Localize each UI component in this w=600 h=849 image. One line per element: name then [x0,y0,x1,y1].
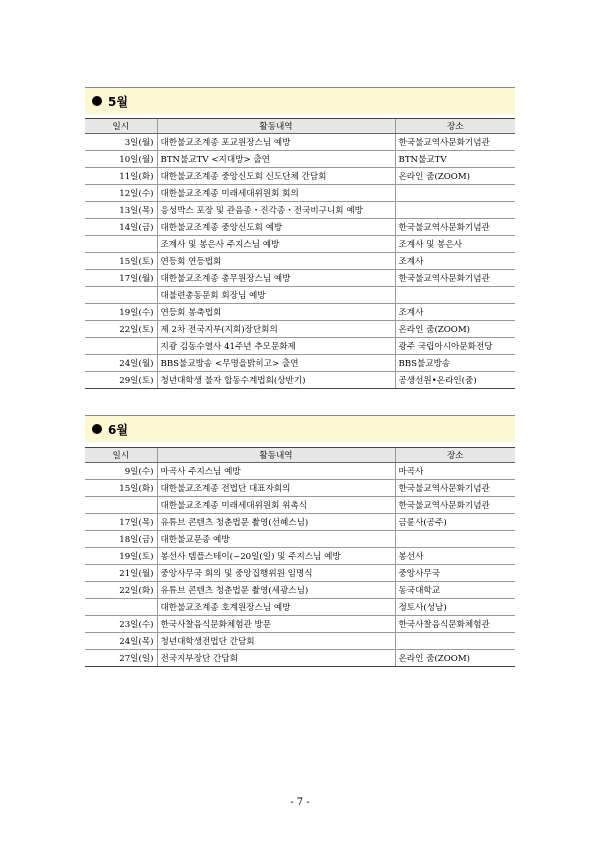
table-row [85,531,515,548]
table-row [85,219,515,236]
row-activity: 응성박스 포장 및 관음종・진각종・전국비구니회 예방 [157,202,395,219]
row-place: BTN불교TV [395,151,515,168]
page-number: - 7 - [290,797,310,808]
row-place: 광주 국립아시아문화전당 [395,338,515,355]
row-place [395,202,515,219]
june-title: 6월 [108,422,128,437]
table-row [85,134,515,151]
row-activity: 중앙사무국 회의 및 중앙집행위원 임명식 [157,565,395,582]
row-date: 22일(토) [85,321,157,338]
row-activity: 청년대학생 불자 합동수계법회(상반기) [157,372,395,389]
row-place: 조계사 [395,253,515,270]
table-row [85,202,515,219]
row-place: 금륜사(공주) [395,514,515,531]
may-schedule-table [85,118,515,389]
row-date [85,338,157,355]
row-date: 12일(수) [85,185,157,202]
june-schedule-table [85,447,515,667]
table-row [85,616,515,633]
row-activity: BBS불교방송 <무명을밝히고> 출연 [157,355,395,372]
table-header-row [85,119,515,134]
table-row [85,151,515,168]
row-activity: 대한불교조계종 중앙신도회 신도단체 간담회 [157,168,395,185]
row-activity: 연등회 봉축법회 [157,304,395,321]
row-activity: 마곡사 주지스님 예방 [157,463,395,480]
table-row [85,633,515,650]
row-date: 23일(수) [85,616,157,633]
row-activity: 대한불교조계종 총무원장스님 예방 [157,270,395,287]
row-date [85,287,157,304]
row-activity: 대불련총동문회 회장님 예방 [157,287,395,304]
header-activity: 활동내역 [157,448,395,463]
table-row [85,372,515,389]
row-date: 14일(금) [85,219,157,236]
row-activity: 연등회 연등법회 [157,253,395,270]
row-date: 17일(목) [85,514,157,531]
row-place: 조계사 [395,304,515,321]
row-place [395,287,515,304]
row-place: 온라인 줌(ZOOM) [395,321,515,338]
row-activity: 조계사 및 봉은사 주지스님 예방 [157,236,395,253]
row-date: 19일(토) [85,548,157,565]
row-date: 19일(수) [85,304,157,321]
row-activity: 대한불교문종 예방 [157,531,395,548]
may-section-header [85,87,515,114]
row-activity: 청년대학생전법단 간담회 [157,633,395,650]
row-place [395,185,515,202]
row-place: 한국불교역사문화기념관 [395,219,515,236]
row-date: 24일(월) [85,355,157,372]
row-place: 조계사 및 봉은사 [395,236,515,253]
row-activity: 대한불교조계종 미래세대위원회 회의 [157,185,395,202]
row-activity: 제 2차 전국지부(지회)장단회의 [157,321,395,338]
row-date: 22일(화) [85,582,157,599]
row-date [85,497,157,514]
header-activity: 활동내역 [157,119,395,134]
table-row [85,287,515,304]
row-place: 한국사찰음식문화체험관 [395,616,515,633]
table-header-row [85,448,515,463]
row-date: 18일(금) [85,531,157,548]
row-place: 동국대학교 [395,582,515,599]
table-row [85,355,515,372]
row-activity: 유튜브 콘텐츠 청춘법문 촬영(선혜스님) [157,514,395,531]
row-place: 한국불교역사문화기념관 [395,134,515,151]
row-place: 공생선원•온라인(줌) [395,372,515,389]
table-row [85,168,515,185]
row-place: 한국불교역사문화기념관 [395,497,515,514]
table-row [85,185,515,202]
row-activity: 봉선사 템플스테이(~20일(일) 및 주지스님 예방 [157,548,395,565]
row-place: BBS불교방송 [395,355,515,372]
row-date: 15일(화) [85,480,157,497]
row-place: 정토사(성남) [395,599,515,616]
row-date: 21일(월) [85,565,157,582]
row-activity: 지광 김동수열사 41주년 추모문화제 [157,338,395,355]
row-date: 3일(월) [85,134,157,151]
row-activity: 대한불교조계종 포교원장스님 예방 [157,134,395,151]
header-place: 장소 [395,119,515,134]
row-activity: 대한불교조계종 중앙신도회 예방 [157,219,395,236]
bullet-icon [92,424,102,434]
table-row [85,582,515,599]
table-row [85,338,515,355]
row-place [395,531,515,548]
row-date: 10일(월) [85,151,157,168]
row-place: 온라인 줌(ZOOM) [395,168,515,185]
row-place: 한국불교역사문화기념관 [395,480,515,497]
row-place: 봉선사 [395,548,515,565]
row-date: 9일(수) [85,463,157,480]
table-row [85,463,515,480]
row-date: 17일(월) [85,270,157,287]
header-date: 일시 [85,448,157,463]
row-activity: 전국지부장단 간담회 [157,650,395,667]
row-place: 온라인 줌(ZOOM) [395,650,515,667]
table-row [85,650,515,667]
row-activity: BTN불교TV <지대방> 출연 [157,151,395,168]
table-row [85,321,515,338]
bullet-icon [92,96,102,106]
table-row [85,548,515,565]
row-date [85,236,157,253]
table-row [85,599,515,616]
row-place: 마곡사 [395,463,515,480]
table-row [85,497,515,514]
row-date [85,599,157,616]
table-row [85,514,515,531]
row-date: 13일(목) [85,202,157,219]
row-date: 15일(토) [85,253,157,270]
table-row [85,270,515,287]
row-activity: 한국사찰음식문화체험관 방문 [157,616,395,633]
row-place [395,633,515,650]
row-date: 29일(토) [85,372,157,389]
row-place: 한국불교역사문화기념관 [395,270,515,287]
row-date: 11일(화) [85,168,157,185]
may-title: 5월 [108,94,128,109]
row-date: 27일(일) [85,650,157,667]
header-place: 장소 [395,448,515,463]
table-row [85,565,515,582]
row-date: 24일(목) [85,633,157,650]
table-row [85,253,515,270]
table-row [85,304,515,321]
table-row [85,236,515,253]
row-activity: 대한불교조계종 호계원장스님 예방 [157,599,395,616]
row-place: 중앙사무국 [395,565,515,582]
table-row [85,480,515,497]
header-date: 일시 [85,119,157,134]
row-activity: 유튜브 콘텐츠 청춘법문 촬영(세광스님) [157,582,395,599]
june-section-header [85,415,515,442]
row-activity: 대한불교조계종 전법단 대표자회의 [157,480,395,497]
row-activity: 대한불교조계종 미래세대위원회 위촉식 [157,497,395,514]
